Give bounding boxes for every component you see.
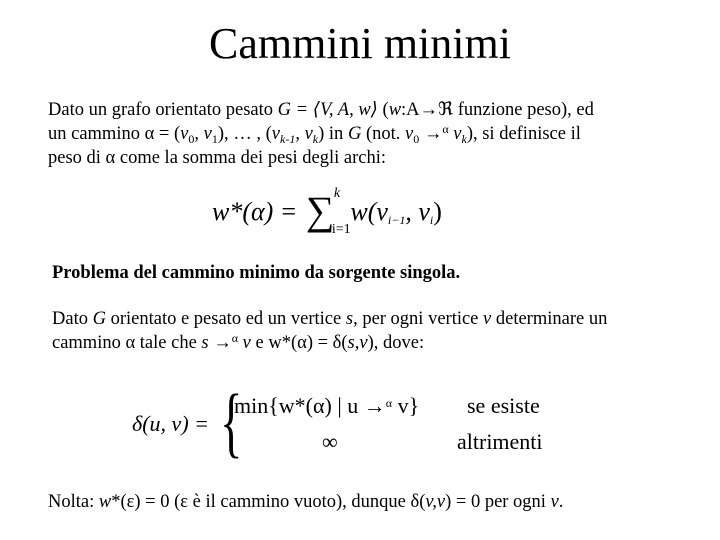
condition-exists: se esiste [467,393,540,418]
footer-text: *(ε) = 0 (ε è il cammino vuoto), dunque δ( [111,492,426,512]
sigma-icon: ∑ [305,188,335,233]
separator: , [295,124,305,144]
intro-text: ) in [318,124,348,144]
slide-title: Cammini minimi [209,19,511,68]
superscript: α [231,331,239,345]
vertex-symbol: v [271,124,280,144]
vertex-symbol: v [304,124,313,144]
intro-text: :A→ℜ funzione peso), ed [401,100,594,120]
formula-lhs: δ(u, v) = [132,411,209,436]
intro-paragraph [48,98,678,170]
infinity-symbol: ∞ [322,429,338,454]
problem-text: cammino α tale che [52,333,202,353]
subscript: 0 [188,132,195,146]
source-symbol: s [345,309,354,329]
graph-notation: G = ⟨V, A, w⟩ [277,100,378,120]
graph-symbol: G [92,309,106,329]
left-brace-icon: { [220,378,243,465]
condition-otherwise: altrimenti [457,429,543,454]
problem-text: , per ogni vertice [353,309,484,329]
case-text: min{w*(α) | u → [234,393,386,418]
intro-text: un cammino α = ( [48,124,181,144]
subscript: 0 [413,132,420,146]
path-weight-formula [212,188,442,236]
problem-text: ), dove: [367,333,425,353]
footer-note [48,490,563,514]
problem-text: e w*(α) = δ( [250,333,348,353]
problem-heading: Problema del cammino minimo da sorgente singola. [52,263,461,283]
arrow-symbol: → [419,124,443,144]
vertex-pair: v,v [425,492,446,512]
subscript: k-1 [280,132,296,146]
problem-text: determinare un [491,309,608,329]
intro-text: ( [377,100,389,120]
weight-function: w [388,100,402,120]
footer-text: ) = 0 per ogni [445,492,551,512]
formula-rhs: w(v [343,197,388,226]
formula-rhs: ) [433,197,442,226]
footer-text: Nolta: [48,492,99,512]
superscript: α [442,122,449,136]
formula-rhs: , v [405,197,430,226]
weight-function: w [98,492,112,512]
vertex-symbol: v [550,492,559,512]
summation [304,186,351,237]
intro-text: Dato un grafo orientato pesato [48,100,278,120]
source-symbol: s [201,333,209,353]
vertex-symbol: v [203,124,212,144]
vertex-symbol: v [483,309,492,329]
intro-text: (not. [361,124,405,144]
subscript: k [312,132,319,146]
intro-text: ), … , ( [217,124,272,144]
subscript: i [429,213,434,227]
vertex-symbol: v [238,333,251,353]
vertex-pair: s,v [347,333,368,353]
problem-description [52,307,682,355]
sum-lower-limit: i=1 [331,222,351,237]
problem-text: Dato [52,309,93,329]
arrow-symbol: → [208,333,232,353]
distance-definition-formula [132,378,572,465]
separator: , [194,124,204,144]
case-min [234,392,419,420]
intro-text: ), si definisce il [466,124,581,144]
vertex-symbol: v [453,124,462,144]
intro-text: peso di α come la somma dei pesi degli archi: [48,148,386,168]
vertex-symbol: v [180,124,189,144]
subscript: i−1 [387,213,406,227]
superscript: α [385,396,393,410]
vertex-symbol: v [405,124,414,144]
problem-text: orientato e pesato ed un vertice [105,309,346,329]
subscript: 1 [211,132,218,146]
formula-lhs: w*(α) = [212,197,304,226]
subscript: k [461,132,467,146]
sum-upper-limit: k [333,186,341,201]
case-text: v} [392,393,420,418]
footer-text: . [558,492,564,512]
graph-symbol: G [347,124,362,144]
